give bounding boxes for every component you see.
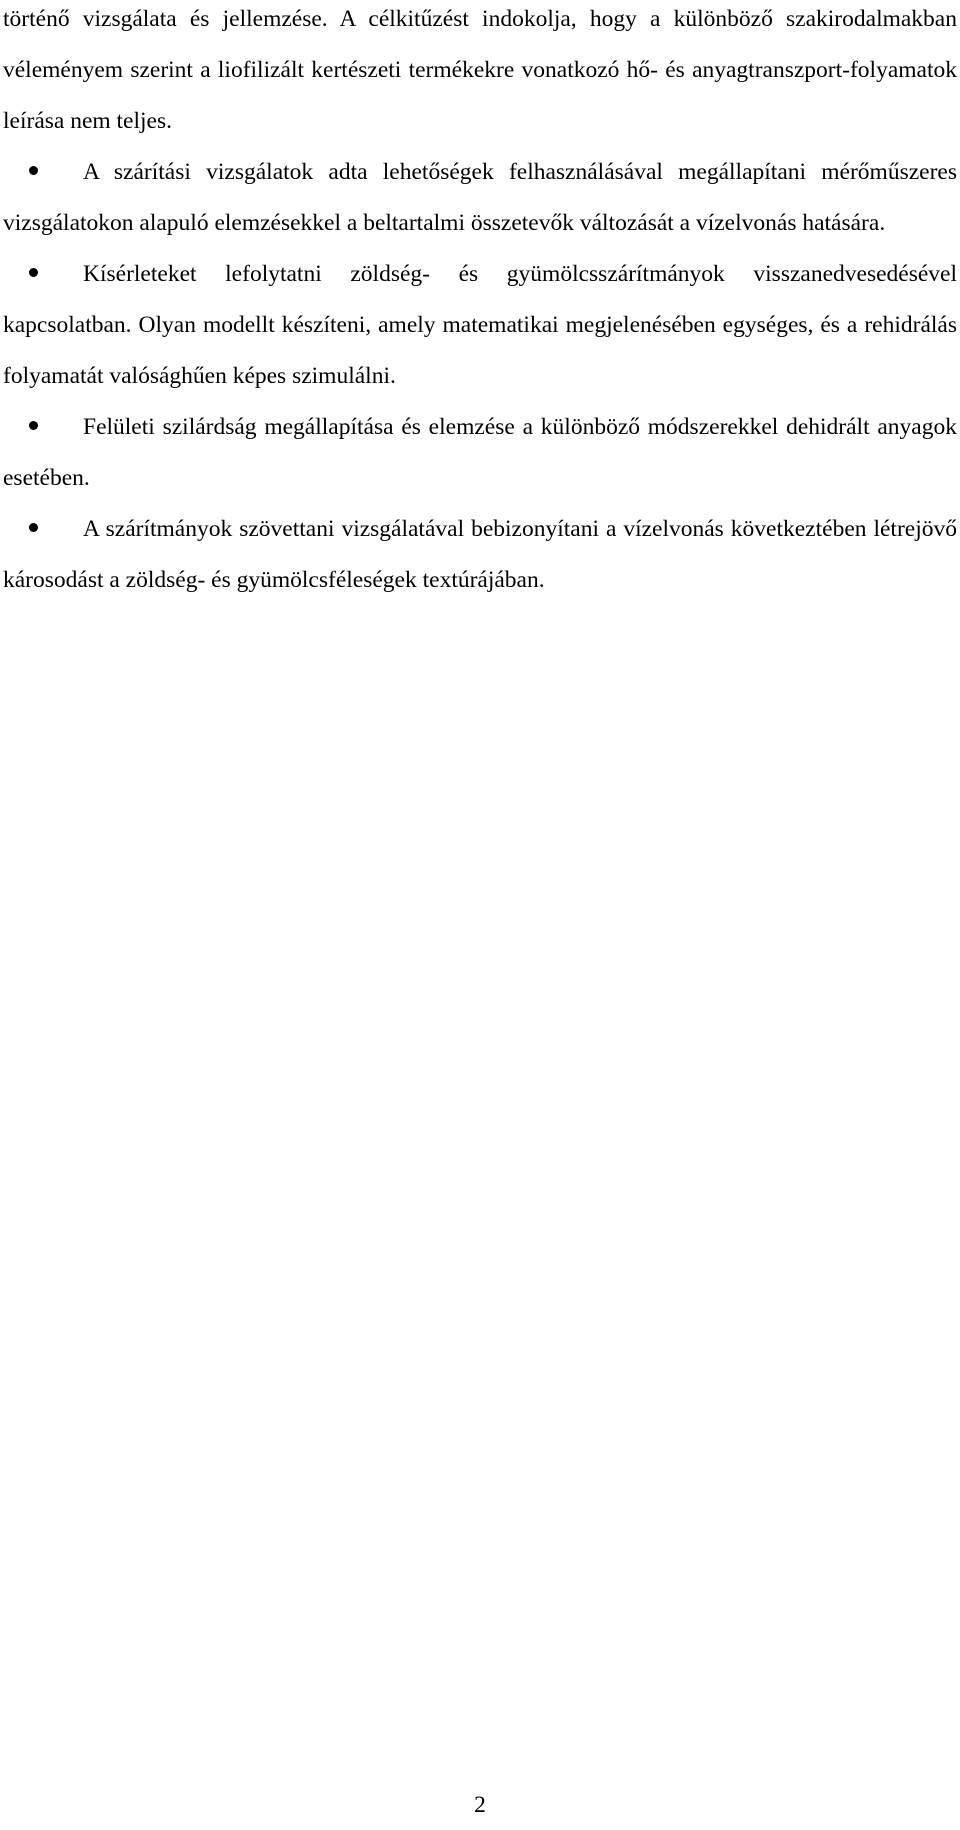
bullet-text-1: A szárítási vizsgálatok adta lehetőségek felhasználásával megállapítani mérőműszeres vizsgálatokon alapuló elemzésekkel a beltartalmi összetevők változását a vízelvonás hatására. — [3, 159, 957, 236]
intro-paragraph: történő vizsgálata és jellemzése. A célkitűzést indokolja, hogy a különböző szakirodalmakban véleményem szerint a liofilizált kertészeti termékekre vonatkozó hő- és anyagtranszport-folyamatok leírása nem teljes. — [3, 6, 957, 134]
body-text — [3, 0, 957, 606]
bullet-item-2 — [3, 249, 957, 402]
bullet-dot-icon — [3, 249, 83, 300]
bullet-dot-icon — [3, 147, 83, 198]
page-number: 2 — [474, 1792, 486, 1818]
bullet-dot-icon — [3, 504, 83, 555]
bullet-item-1 — [3, 147, 957, 249]
bullet-text-4: A szárítmányok szövettani vizsgálatával bebizonyítani a vízelvonás következtében létrejövő károsodást a zöldség- és gyümölcsféleségek textúrájában. — [3, 516, 957, 593]
bullet-text-2: Kísérleteket lefolytatni zöldség- és gyümölcsszárítmányok visszanedvesedésével kapcsolatban. Olyan modellt készíteni, amely matematikai megjelenésében egységes, és a rehidrálás folyamatát valósághűen képes szimulálni. — [3, 261, 957, 389]
bullet-dot-icon — [3, 402, 83, 453]
bullet-text-3: Felületi szilárdság megállapítása és elemzése a különböző módszerekkel dehidrált anyagok esetében. — [3, 414, 957, 491]
bullet-item-4 — [3, 504, 957, 606]
bullet-item-3 — [3, 402, 957, 504]
